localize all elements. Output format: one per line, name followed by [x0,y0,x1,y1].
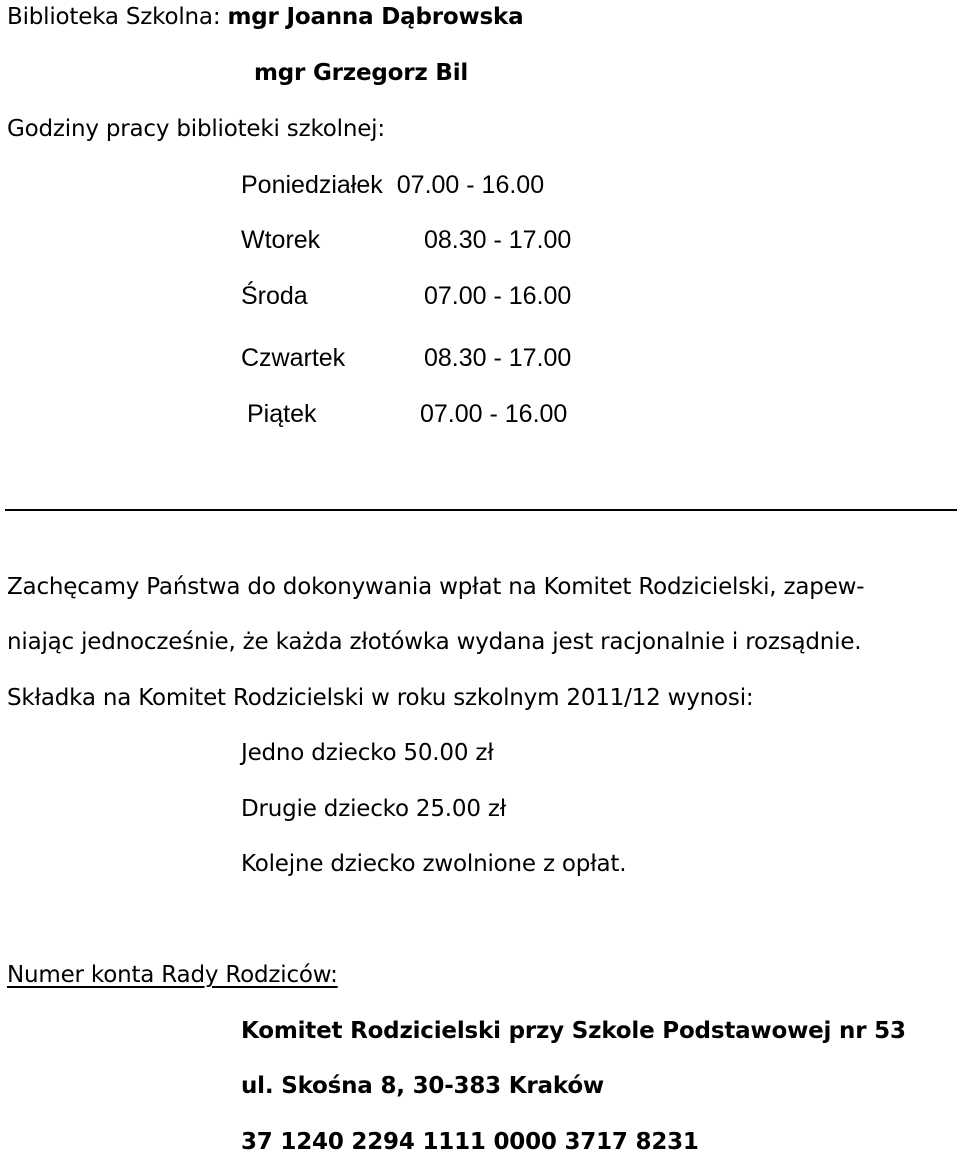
hours-row [247,402,567,427]
librarian-name-2: mgr Grzegorz Bil [254,60,469,86]
library-label: Biblioteka Szkolna: [7,4,221,30]
section-divider [5,509,957,511]
hours-day: Piątek [247,400,317,428]
hours-time: 07.00 - 16.00 [424,282,572,310]
fee-heading: Składka na Komitet Rodzicielski w roku szkolnym 2011/12 wynosi: [7,685,754,711]
hours-row [241,346,571,371]
hours-row [241,173,544,198]
committee-paragraph-line-2: niając jednocześnie, że każda złotówka wydana jest racjonalnie i rozsądnie. [7,629,862,655]
account-heading: Numer konta Rady Rodziców: [7,962,338,988]
hours-day: Wtorek [241,226,321,254]
hours-day: Czwartek [241,344,346,372]
account-number: 37 1240 2294 1111 0000 3717 8231 [241,1129,699,1155]
account-recipient: Komitet Rodzicielski przy Szkole Podstawowej nr 53 [241,1018,906,1044]
hours-time: 07.00 - 16.00 [420,400,568,428]
librarian-name-1: mgr Joanna Dąbrowska [227,4,524,30]
committee-paragraph-line-1: Zachęcamy Państwa do dokonywania wpłat na Komitet Rodzicielski, zapew- [7,574,865,600]
fee-item: Jedno dziecko 50.00 zł [241,740,494,766]
hours-row [241,228,571,253]
hours-day: Środa [241,282,308,310]
fee-item: Kolejne dziecko zwolnione z opłat. [241,851,627,877]
hours-time: 08.30 - 17.00 [424,344,572,372]
library-header [7,6,523,29]
hours-row [241,284,571,309]
hours-heading: Godziny pracy biblioteki szkolnej: [7,116,385,142]
hours-time: 08.30 - 17.00 [424,226,572,254]
hours-time: 07.00 - 16.00 [396,171,545,199]
hours-day: Poniedziałek [241,171,383,199]
fee-item: Drugie dziecko 25.00 zł [241,796,507,822]
account-address: ul. Skośna 8, 30-383 Kraków [241,1073,604,1099]
